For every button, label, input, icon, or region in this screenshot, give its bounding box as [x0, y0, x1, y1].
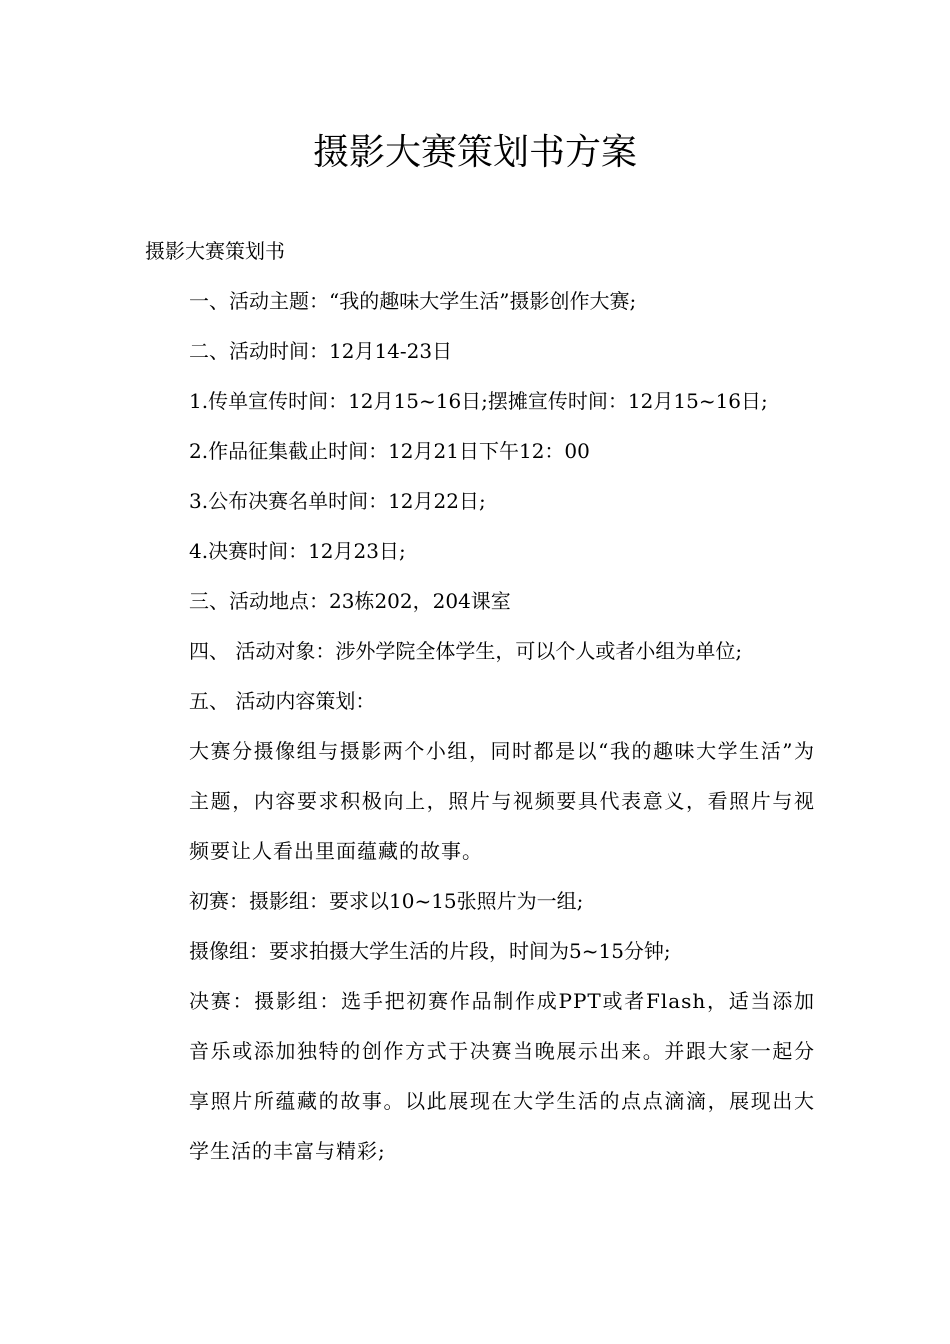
paragraph-preliminary-video: 摄像组：要求拍摄大学生活的片段，时间为5~15分钟;: [189, 939, 671, 963]
paragraph-content-description: 大赛分摄像组与摄影两个小组，同时都是以“我的趣味大学生活”为主题，内容要求积极向上，照片与视频要具代表意义，看照片与视频要让人看出里面蕴藏的故事。: [189, 739, 815, 863]
paragraph-location: 三、活动地点：23栋202，204课室: [189, 589, 511, 613]
paragraph-deadline: 2.作品征集截止时间：12月21日下午12：00: [189, 439, 590, 463]
document-title: 摄影大赛策划书方案: [312, 132, 637, 173]
paragraph-final-time: 4.决赛时间：12月23日;: [189, 539, 406, 563]
paragraph-time: 二、活动时间：12月14-23日: [189, 339, 453, 363]
section-heading: 摄影大赛策划书: [145, 239, 285, 263]
paragraph-finalist-list: 3.公布决赛名单时间：12月22日;: [189, 489, 486, 513]
paragraph-publicity-time: 1.传单宣传时间：12月15~16日;摆摊宣传时间：12月15~16日;: [189, 389, 768, 413]
paragraph-final-photo: 决赛：摄影组：选手把初赛作品制作成PPT或者Flash，适当添加音乐或添加独特的创作方式于决赛当晚展示出来。并跟大家一起分享照片所蕴藏的故事。以此展现在大学生活的点点滴滴，展现出大学生活的丰富与精彩;: [189, 989, 815, 1163]
paragraph-preliminary-photo: 初赛：摄影组：要求以10~15张照片为一组;: [189, 889, 584, 913]
paragraph-content-heading: 五、 活动内容策划：: [189, 689, 376, 713]
paragraph-theme: 一、活动主题：“我的趣味大学生活”摄影创作大赛;: [189, 289, 637, 313]
document-body: [145, 226, 815, 1176]
paragraph-participants: 四、 活动对象：涉外学院全体学生，可以个人或者小组为单位;: [189, 639, 743, 663]
